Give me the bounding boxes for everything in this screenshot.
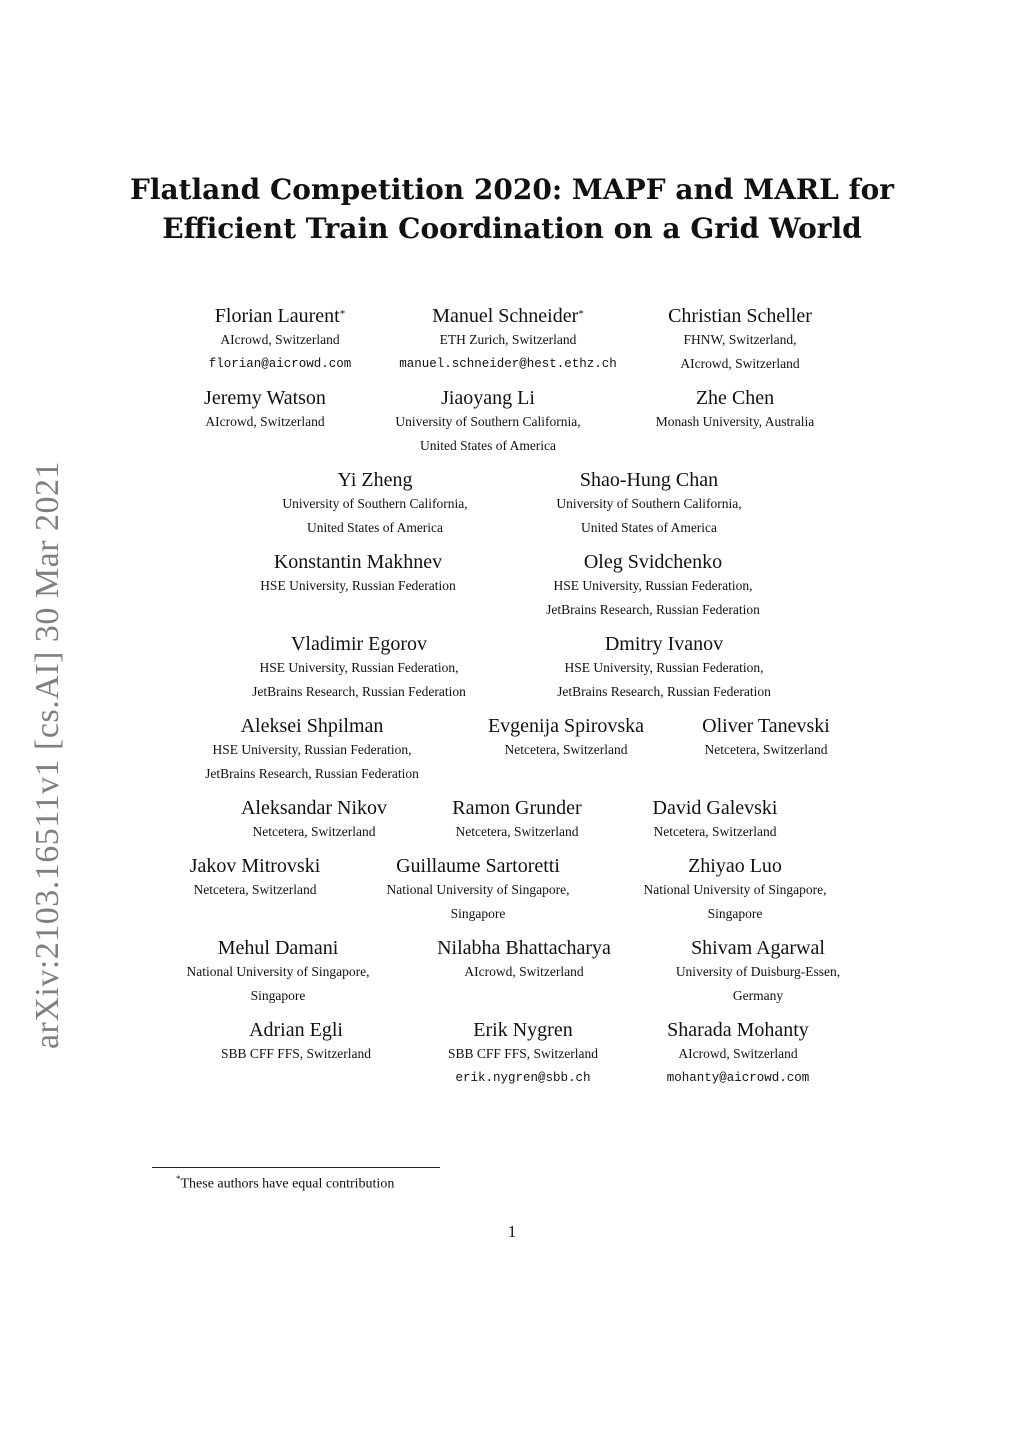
author-affiliation: Netcetera, Switzerland: [704, 742, 828, 757]
author-name: Zhe Chen: [695, 387, 775, 409]
author-affiliation-2: JetBrains Research, Russian Federation: [557, 684, 771, 699]
author-affiliation: Netcetera, Switzerland: [653, 824, 777, 839]
author-name: Evgenija Spirovska: [487, 715, 645, 737]
author-affiliation: Monash University, Australia: [655, 414, 815, 429]
author-affiliation-2: Germany: [732, 988, 784, 1003]
author-block: [198, 550, 518, 598]
paper-title: [0, 170, 1024, 248]
equal-contribution-mark: *: [339, 308, 346, 320]
author-affiliation: Netcetera, Switzerland: [504, 742, 628, 757]
author-name: Adrian Egli: [249, 1019, 343, 1041]
author-email[interactable]: florian@aicrowd.com: [208, 357, 352, 371]
author-affiliation: AIcrowd, Switzerland: [205, 414, 325, 429]
author-affiliation: HSE University, Russian Federation,: [212, 742, 412, 757]
author-block: [575, 386, 895, 434]
author-name: Jeremy Watson: [204, 387, 326, 409]
footnote-mark: *: [176, 1174, 181, 1184]
author-name: Jiaoyang Li: [441, 387, 535, 409]
author-affiliation: National University of Singapore,: [386, 882, 570, 897]
author-name: Ramon Grunder: [452, 797, 582, 819]
author-affiliation: SBB CFF FFS, Switzerland: [220, 1046, 372, 1061]
author-affiliation: HSE University, Russian Federation: [260, 578, 456, 593]
author-affiliation: SBB CFF FFS, Switzerland: [447, 1046, 599, 1061]
author-name: Aleksei Shpilman: [240, 715, 384, 737]
page-number: 1: [507, 1222, 517, 1241]
author-name: David Galevski: [652, 797, 778, 819]
author-affiliation: AIcrowd, Switzerland: [220, 332, 340, 347]
author-name: Sharada Mohanty: [667, 1019, 809, 1041]
author-affiliation: HSE University, Russian Federation,: [259, 660, 459, 675]
author-name: Oleg Svidchenko: [583, 551, 723, 573]
title-line-2: Efficient Train Coordination on a Grid World: [162, 212, 862, 245]
author-name: Christian Scheller: [668, 305, 812, 327]
author-name: Guillaume Sartoretti: [396, 855, 560, 877]
author-block: [606, 714, 926, 762]
author-affiliation: Netcetera, Switzerland: [193, 882, 317, 897]
author-name: Konstantin Makhnev: [273, 551, 443, 573]
author-affiliation-2: Singapore: [450, 906, 506, 921]
author-affiliation: University of Southern California,: [556, 496, 742, 511]
author-name: Shao-Hung Chan: [579, 469, 719, 491]
author-affiliation-2: United States of America: [306, 520, 444, 535]
author-block: [575, 854, 895, 926]
author-affiliation-2: JetBrains Research, Russian Federation: [546, 602, 760, 617]
equal-contribution-mark: *: [578, 308, 584, 320]
author-affiliation-2: Singapore: [707, 906, 763, 921]
author-affiliation: AIcrowd, Switzerland: [678, 1046, 798, 1061]
author-name: Vladimir Egorov: [290, 633, 428, 655]
author-affiliation-2: JetBrains Research, Russian Federation: [252, 684, 466, 699]
author-name: Oliver Tanevski: [702, 715, 830, 737]
author-email[interactable]: mohanty@aicrowd.com: [666, 1071, 810, 1085]
author-name: Jakov Mitrovski: [189, 855, 321, 877]
author-block: [199, 632, 519, 704]
author-block: [504, 632, 824, 704]
author-affiliation-2: Singapore: [250, 988, 306, 1003]
author-affiliation: ETH Zurich, Switzerland: [439, 332, 577, 347]
author-affiliation: AIcrowd, Switzerland: [464, 964, 584, 979]
author-block: [493, 550, 813, 622]
author-affiliation: National University of Singapore,: [186, 964, 370, 979]
author-affiliation: HSE University, Russian Federation,: [564, 660, 764, 675]
author-name: Manuel Schneider: [432, 305, 579, 327]
footnote-divider: [152, 1167, 440, 1168]
author-affiliation: HSE University, Russian Federation,: [553, 578, 753, 593]
author-affiliation: National University of Singapore,: [643, 882, 827, 897]
author-block: [578, 1018, 898, 1090]
author-affiliation: FHNW, Switzerland,: [683, 332, 797, 347]
author-affiliation-2: JetBrains Research, Russian Federation: [205, 766, 419, 781]
author-block: [580, 304, 900, 376]
arxiv-identifier-stamp: arXiv:2103.16511v1 [cs.AI] 30 Mar 2021: [29, 460, 66, 1050]
author-affiliation: Netcetera, Switzerland: [455, 824, 579, 839]
author-affiliation: Netcetera, Switzerland: [252, 824, 376, 839]
author-name: Aleksandar Nikov: [240, 797, 388, 819]
author-block: [598, 936, 918, 1008]
author-name: Nilabha Bhattacharya: [437, 937, 611, 959]
footnote-text: These authors have equal contribution: [180, 1176, 395, 1192]
author-name: Shivam Agarwal: [691, 937, 825, 959]
author-name: Florian Laurent: [214, 305, 340, 327]
author-name: Erik Nygren: [473, 1019, 573, 1041]
footnote: [176, 1174, 394, 1193]
title-line-1: Flatland Competition 2020: MAPF and MARL for: [129, 173, 895, 206]
author-affiliation: University of Southern California,: [282, 496, 468, 511]
author-name: Dmitry Ivanov: [604, 633, 724, 655]
author-affiliation-2: AIcrowd, Switzerland: [680, 356, 800, 371]
author-block: [555, 796, 875, 844]
author-block: [215, 468, 535, 540]
author-affiliation-2: United States of America: [580, 520, 718, 535]
author-name: Mehul Damani: [217, 937, 339, 959]
author-name: Yi Zheng: [337, 469, 413, 491]
author-email[interactable]: erik.nygren@sbb.ch: [455, 1071, 591, 1085]
author-affiliation: University of Duisburg-Essen,: [675, 964, 841, 979]
author-affiliation: University of Southern California,: [395, 414, 581, 429]
author-block: [489, 468, 809, 540]
author-affiliation-2: United States of America: [419, 438, 557, 453]
author-name: Zhiyao Luo: [688, 855, 782, 877]
author-email[interactable]: manuel.schneider@hest.ethz.ch: [399, 357, 617, 371]
